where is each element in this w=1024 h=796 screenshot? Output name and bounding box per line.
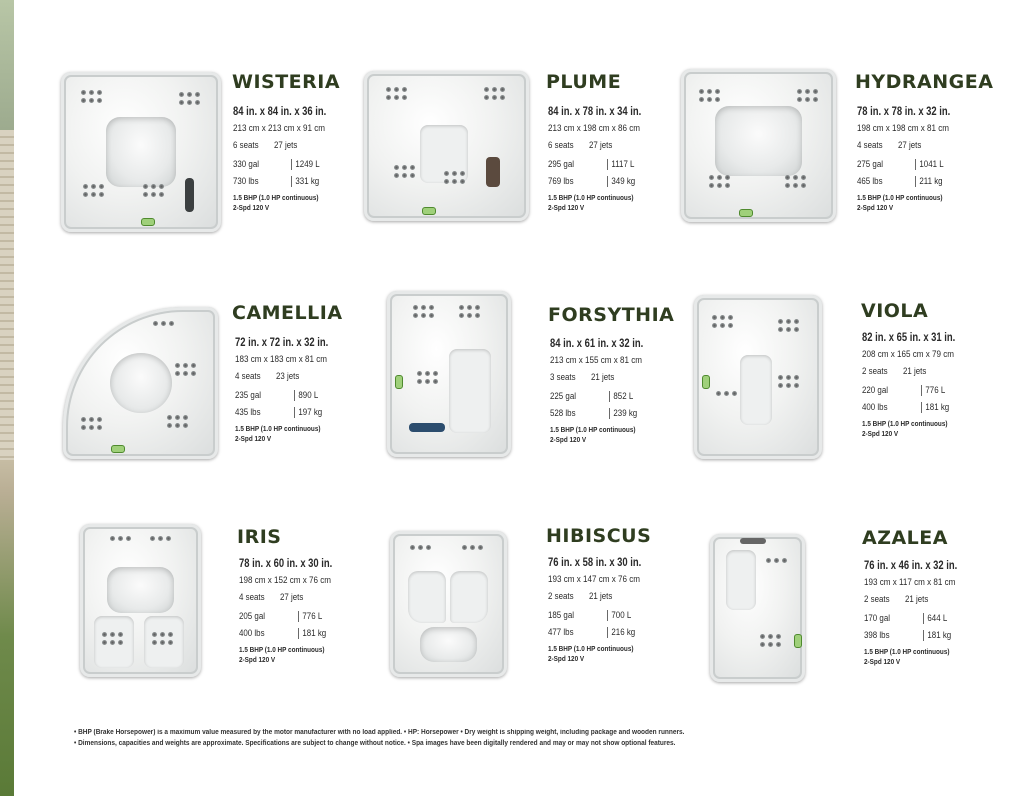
dry-weight-lbs: 528 lbs xyxy=(550,407,576,418)
headrest-pillow-icon xyxy=(486,157,500,187)
control-panel-icon xyxy=(422,207,436,215)
dimensions-inches: 78 in. x 60 in. x 30 in. xyxy=(239,558,333,570)
capacity-gallons: 225 gal xyxy=(550,390,576,401)
spec-block-forsythia xyxy=(550,338,664,445)
jet-cluster-icon xyxy=(716,391,737,396)
horsepower: 1.5 BHP (1.0 HP continuous) xyxy=(548,192,634,202)
jet-cluster-icon xyxy=(102,632,123,645)
capacity-liters: 1249 L xyxy=(291,159,340,170)
jet-count: 21 jets xyxy=(905,594,929,605)
capacity-gallons: 275 gal xyxy=(857,158,883,169)
jet-cluster-icon xyxy=(760,634,781,647)
spa-lounge-seat xyxy=(449,349,491,433)
jet-cluster-icon xyxy=(699,89,720,102)
footnotes xyxy=(74,728,911,750)
capacity-gallons: 220 gal xyxy=(862,384,888,395)
spa-image-wisteria xyxy=(61,72,221,232)
spec-block-azalea xyxy=(864,560,978,667)
dimensions-cm: 213 cm x 213 cm x 91 cm xyxy=(233,122,325,134)
capacity-liters: 700 L xyxy=(607,610,656,621)
jet-count: 27 jets xyxy=(589,140,613,151)
jet-cluster-icon xyxy=(797,89,818,102)
spa-image-viola xyxy=(694,295,822,459)
spec-block-wisteria xyxy=(233,106,347,213)
jet-cluster-icon xyxy=(386,87,407,100)
capacity-liters: 1117 L xyxy=(607,159,656,170)
spa-name-iris: IRIS xyxy=(237,526,282,548)
dry-weight-lbs: 477 lbs xyxy=(548,626,574,637)
jet-cluster-icon xyxy=(484,87,505,100)
pump-voltage: 2-Spd 120 V xyxy=(862,428,899,438)
horsepower: 1.5 BHP (1.0 HP continuous) xyxy=(550,424,636,434)
spa-image-plume xyxy=(364,71,529,221)
dimensions-cm: 198 cm x 198 cm x 81 cm xyxy=(857,122,949,134)
seat-count: 2 seats xyxy=(548,591,574,602)
jet-cluster-icon xyxy=(462,545,483,550)
jet-cluster-icon xyxy=(417,371,438,384)
dimensions-cm: 193 cm x 117 cm x 81 cm xyxy=(864,576,956,588)
spa-name-hibiscus: HIBISCUS xyxy=(546,525,652,547)
jet-cluster-icon xyxy=(81,90,102,103)
dry-weight-kg: 216 kg xyxy=(607,627,656,638)
dry-weight-kg: 181 kg xyxy=(298,628,347,639)
dry-weight-kg: 239 kg xyxy=(609,408,658,419)
jet-cluster-icon xyxy=(712,315,733,328)
jet-cluster-icon xyxy=(179,92,200,105)
spec-block-camellia xyxy=(235,337,349,444)
spec-block-iris xyxy=(239,558,353,665)
dry-weight-kg: 331 kg xyxy=(291,176,340,187)
dry-weight-kg: 349 kg xyxy=(607,176,656,187)
dimensions-inches: 82 in. x 65 in. x 31 in. xyxy=(862,332,956,344)
jet-count: 21 jets xyxy=(591,372,615,383)
jet-cluster-icon xyxy=(150,536,171,541)
dimensions-inches: 78 in. x 78 in. x 32 in. xyxy=(857,106,951,118)
seat-count: 2 seats xyxy=(862,366,888,377)
spa-name-camellia: CAMELLIA xyxy=(232,302,343,324)
jet-cluster-icon xyxy=(175,363,196,376)
dry-weight-lbs: 398 lbs xyxy=(864,629,890,640)
spa-footwell xyxy=(110,353,172,414)
pump-voltage: 2-Spd 120 V xyxy=(239,654,276,664)
spec-block-plume xyxy=(548,106,662,213)
dimensions-inches: 84 in. x 78 in. x 34 in. xyxy=(548,106,642,118)
seat-count: 4 seats xyxy=(235,371,261,382)
footnote-line: • Dimensions, capacities and weights are approximate. Specifications are subject to change without notice. • Spa images have been digitally rendered and may or may not show optional features. xyxy=(74,739,676,747)
jet-cluster-icon xyxy=(413,305,434,318)
capacity-gallons: 330 gal xyxy=(233,158,259,169)
jet-cluster-icon xyxy=(709,175,730,188)
pump-voltage: 2-Spd 120 V xyxy=(233,202,270,212)
pump-voltage: 2-Spd 120 V xyxy=(548,653,585,663)
spa-footwell xyxy=(420,627,476,662)
horsepower: 1.5 BHP (1.0 HP continuous) xyxy=(862,418,948,428)
headrest-pillow-icon xyxy=(185,178,194,212)
horsepower: 1.5 BHP (1.0 HP continuous) xyxy=(864,646,950,656)
dry-weight-kg: 181 kg xyxy=(921,402,970,413)
spa-image-camellia xyxy=(63,307,218,459)
capacity-liters: 1041 L xyxy=(915,159,964,170)
spa-name-wisteria: WISTERIA xyxy=(232,71,341,93)
dry-weight-lbs: 400 lbs xyxy=(862,401,888,412)
jet-count: 21 jets xyxy=(903,366,927,377)
control-panel-icon xyxy=(111,445,125,453)
spa-footwell xyxy=(107,567,175,613)
jet-cluster-icon xyxy=(152,632,173,645)
control-panel-icon xyxy=(141,218,155,226)
dry-weight-lbs: 400 lbs xyxy=(239,627,265,638)
background-photo-edge xyxy=(0,0,14,796)
jet-count: 27 jets xyxy=(898,140,922,151)
spec-block-hibiscus xyxy=(548,557,662,664)
horsepower: 1.5 BHP (1.0 HP continuous) xyxy=(239,644,325,654)
capacity-liters: 776 L xyxy=(921,385,970,396)
dry-weight-lbs: 435 lbs xyxy=(235,406,261,417)
dry-weight-lbs: 465 lbs xyxy=(857,175,883,186)
footnote-line: • BHP (Brake Horsepower) is a maximum value measured by the motor manufacturer with no load applied. • HP: Horsepower • Dry weight is shipping weight, including package and wooden runners. xyxy=(74,729,685,736)
capacity-gallons: 185 gal xyxy=(548,609,574,620)
jet-count: 23 jets xyxy=(276,371,300,382)
jet-cluster-icon xyxy=(81,417,102,430)
spa-image-iris xyxy=(80,524,201,677)
jet-cluster-icon xyxy=(394,165,415,178)
jet-cluster-icon xyxy=(143,184,164,197)
jet-cluster-icon xyxy=(785,175,806,188)
dimensions-inches: 72 in. x 72 in. x 32 in. xyxy=(235,337,329,349)
seat-count: 6 seats xyxy=(548,140,574,151)
seat-count: 4 seats xyxy=(239,592,265,603)
spec-block-viola xyxy=(862,332,976,439)
dimensions-inches: 84 in. x 84 in. x 36 in. xyxy=(233,106,327,118)
dry-weight-lbs: 769 lbs xyxy=(548,175,574,186)
spa-name-hydrangea: HYDRANGEA xyxy=(855,71,994,93)
jet-count: 27 jets xyxy=(280,592,304,603)
pump-voltage: 2-Spd 120 V xyxy=(864,656,901,666)
pump-voltage: 2-Spd 120 V xyxy=(548,202,585,212)
spa-image-azalea xyxy=(710,534,805,682)
pump-voltage: 2-Spd 120 V xyxy=(235,433,272,443)
dimensions-cm: 183 cm x 183 cm x 81 cm xyxy=(235,353,327,365)
capacity-liters: 852 L xyxy=(609,391,658,402)
jet-cluster-icon xyxy=(153,321,174,326)
horsepower: 1.5 BHP (1.0 HP continuous) xyxy=(857,192,943,202)
jet-cluster-icon xyxy=(444,171,465,184)
capacity-liters: 776 L xyxy=(298,611,347,622)
spa-lounge-seat xyxy=(740,355,772,425)
capacity-gallons: 235 gal xyxy=(235,389,261,400)
spa-lounge-seat xyxy=(408,571,446,623)
dry-weight-lbs: 730 lbs xyxy=(233,175,259,186)
spa-image-hydrangea xyxy=(681,69,836,222)
spec-block-hydrangea xyxy=(857,106,971,213)
spa-lounge-seat xyxy=(726,550,756,610)
spa-image-forsythia xyxy=(387,291,511,457)
spa-name-viola: VIOLA xyxy=(861,300,929,322)
dimensions-inches: 76 in. x 46 in. x 32 in. xyxy=(864,560,958,572)
spa-image-hibiscus xyxy=(390,531,507,677)
headrest-pillow-icon xyxy=(409,423,445,432)
jet-count: 27 jets xyxy=(274,140,298,151)
jet-cluster-icon xyxy=(778,375,799,388)
capacity-liters: 890 L xyxy=(294,390,343,401)
jet-count: 21 jets xyxy=(589,591,613,602)
spa-lounge-seat xyxy=(450,571,488,623)
seat-count: 6 seats xyxy=(233,140,259,151)
dimensions-cm: 193 cm x 147 cm x 76 cm xyxy=(548,573,640,585)
dimensions-inches: 76 in. x 58 in. x 30 in. xyxy=(548,557,642,569)
control-panel-icon xyxy=(395,375,403,389)
jet-cluster-icon xyxy=(778,319,799,332)
capacity-gallons: 170 gal xyxy=(864,612,890,623)
dimensions-cm: 213 cm x 198 cm x 86 cm xyxy=(548,122,640,134)
capacity-gallons: 205 gal xyxy=(239,610,265,621)
spa-footwell xyxy=(106,117,176,187)
seat-count: 3 seats xyxy=(550,372,576,383)
capacity-gallons: 295 gal xyxy=(548,158,574,169)
control-panel-icon xyxy=(794,634,802,648)
dry-weight-kg: 181 kg xyxy=(923,630,972,641)
jet-cluster-icon xyxy=(410,545,431,550)
control-panel-icon xyxy=(702,375,710,389)
headrest-pillow-icon xyxy=(740,538,766,544)
spa-footwell xyxy=(715,106,802,176)
dimensions-cm: 208 cm x 165 cm x 79 cm xyxy=(862,348,954,360)
pump-voltage: 2-Spd 120 V xyxy=(857,202,894,212)
jet-cluster-icon xyxy=(110,536,131,541)
capacity-liters: 644 L xyxy=(923,613,972,624)
horsepower: 1.5 BHP (1.0 HP continuous) xyxy=(233,192,319,202)
seat-count: 2 seats xyxy=(864,594,890,605)
seat-count: 4 seats xyxy=(857,140,883,151)
spa-name-plume: PLUME xyxy=(546,71,622,93)
horsepower: 1.5 BHP (1.0 HP continuous) xyxy=(235,423,321,433)
horsepower: 1.5 BHP (1.0 HP continuous) xyxy=(548,643,634,653)
spa-name-forsythia: FORSYTHIA xyxy=(548,304,675,326)
jet-cluster-icon xyxy=(83,184,104,197)
dry-weight-kg: 197 kg xyxy=(294,407,343,418)
jet-cluster-icon xyxy=(167,415,188,428)
pump-voltage: 2-Spd 120 V xyxy=(550,434,587,444)
jet-cluster-icon xyxy=(766,558,787,563)
spa-name-azalea: AZALEA xyxy=(862,527,948,549)
control-panel-icon xyxy=(739,209,753,217)
dimensions-inches: 84 in. x 61 in. x 32 in. xyxy=(550,338,644,350)
dry-weight-kg: 211 kg xyxy=(915,176,964,187)
dimensions-cm: 213 cm x 155 cm x 81 cm xyxy=(550,354,642,366)
jet-cluster-icon xyxy=(459,305,480,318)
dimensions-cm: 198 cm x 152 cm x 76 cm xyxy=(239,574,331,586)
